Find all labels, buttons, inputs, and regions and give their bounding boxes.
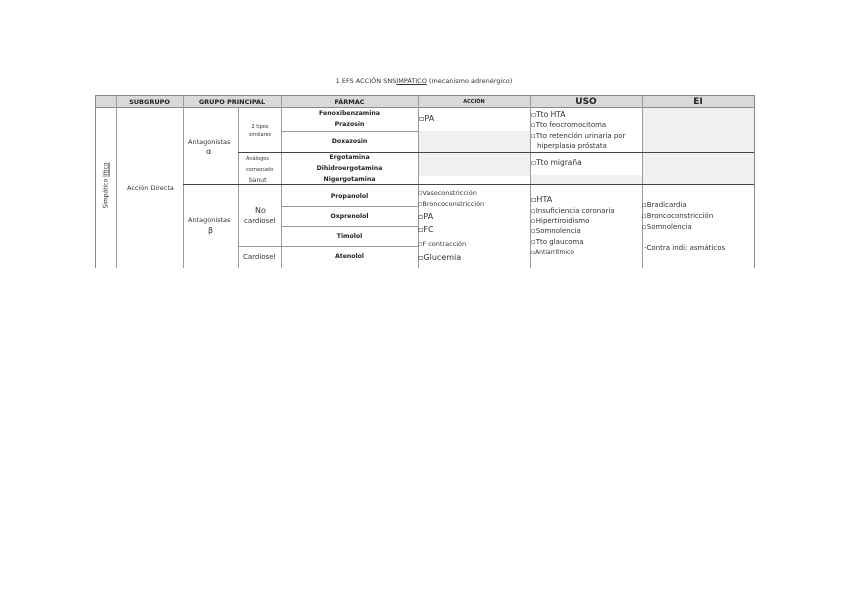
drug-table: [95, 95, 755, 268]
no-cardiosel-label: cardiosel: [244, 217, 276, 225]
beta-uso-item: ▫Insuficiencia coronaria: [531, 207, 615, 215]
grid-line: [116, 96, 117, 268]
drug-name: Timolol: [336, 233, 363, 240]
header-uso: USO: [530, 96, 642, 108]
subgrupo-label: Acción Directa: [127, 184, 174, 192]
grid-line: [183, 184, 754, 185]
beta-ei-item: -Contra indi: asmáticos: [644, 244, 726, 252]
header-ei: EI: [642, 96, 754, 108]
beta-ei-item: ▫Broncoconstricción: [642, 212, 714, 220]
beta-uso-item: ▫Somnolencia: [531, 227, 581, 235]
beta-ei-item: ▫Bradicardia: [642, 201, 687, 209]
header-accion: ACCIÓN: [418, 96, 530, 108]
drug-name: Nigergotamina: [323, 176, 376, 183]
grid-line: [183, 96, 184, 268]
alpha-subtype-1: 2 tipos similares: [248, 124, 272, 138]
beta-accion-item: ▫Broncoconstricción: [418, 200, 485, 208]
grid-line: [281, 226, 418, 227]
page-title: 1 EFS ACCIÓN SNSIMPÁTICO (mecanismo adrenérgico): [335, 77, 513, 85]
alpha-uso-item: ▫Tto HTA: [531, 110, 566, 119]
alpha-uso-migrana: ▫Tto migraña: [531, 158, 582, 167]
grid-line: [238, 108, 239, 268]
beta-uso-item: ▫HTA: [531, 195, 553, 204]
drug-name: Propanolol: [330, 193, 369, 200]
drug-name: Ergotamina: [329, 154, 370, 161]
grid-line: [281, 131, 418, 132]
drug-name: Prazosin: [334, 121, 365, 128]
beta-group-label: Antagonistas: [188, 216, 231, 224]
header-farmac: FÁRMAC: [281, 96, 418, 108]
beta-uso-item: ▫Tto glaucoma: [531, 238, 584, 246]
alpha-uso-item: ▫Tto retención urinaria por: [531, 132, 626, 140]
alpha-subtype-2-line1: Análogos: [246, 156, 269, 162]
no-cardiosel-label: No: [255, 206, 266, 215]
beta-accion-item: ▫Vasoconstricción: [418, 189, 477, 197]
empty-cell-shade: [642, 152, 754, 184]
beta-accion-item: ▫FC: [418, 225, 434, 234]
grid-line: [238, 246, 418, 247]
beta-accion-item: ▫Glucemia: [418, 253, 462, 262]
beta-accion-item: ▫F contracción: [418, 240, 467, 248]
beta-uso-item: ▫Hipertiroidismo: [531, 217, 590, 225]
drug-name: Dihidroergotamina: [316, 165, 383, 172]
alpha-uso-item: hiperplasia próstata: [537, 142, 607, 150]
empty-cell-shade: [418, 131, 530, 176]
alpha-group-label: Antagonistas: [188, 138, 231, 146]
beta-uso-item: ▫Antiarrítmico: [531, 249, 574, 256]
grid-line: [238, 152, 754, 153]
header-grupo-principal: GRUPO PRINCIPAL: [183, 96, 281, 108]
drug-name: Oxprenolol: [330, 213, 369, 220]
cardiosel-label: Cardiosel: [243, 253, 276, 261]
alpha-subtype-2-line3: banut: [249, 177, 267, 184]
empty-cell-shade: [530, 175, 642, 184]
empty-cell-shade: [642, 108, 754, 152]
alpha-uso-item: ▫Tto feocromocitoma: [531, 121, 607, 129]
alpha-symbol: α: [206, 147, 212, 156]
drug-name: Fenoxibenzamina: [319, 110, 380, 117]
alpha-accion: ▫PA: [419, 114, 435, 123]
beta-accion-item: ▫PA: [418, 212, 434, 221]
beta-ei-item: ▫Somnolencia: [642, 223, 692, 231]
drug-name: Doxazosin: [331, 138, 368, 145]
grid-line: [281, 206, 418, 207]
vertical-label: Simpático lítico: [102, 162, 110, 209]
header-blank: [96, 96, 116, 108]
alpha-subtype-2-line2: cornezuelo: [246, 167, 274, 173]
beta-symbol: β: [208, 226, 214, 235]
drug-name: Atenolol: [334, 253, 365, 260]
grid-line: [642, 96, 643, 268]
header-subgrupo: SUBGRUPO: [116, 96, 183, 108]
